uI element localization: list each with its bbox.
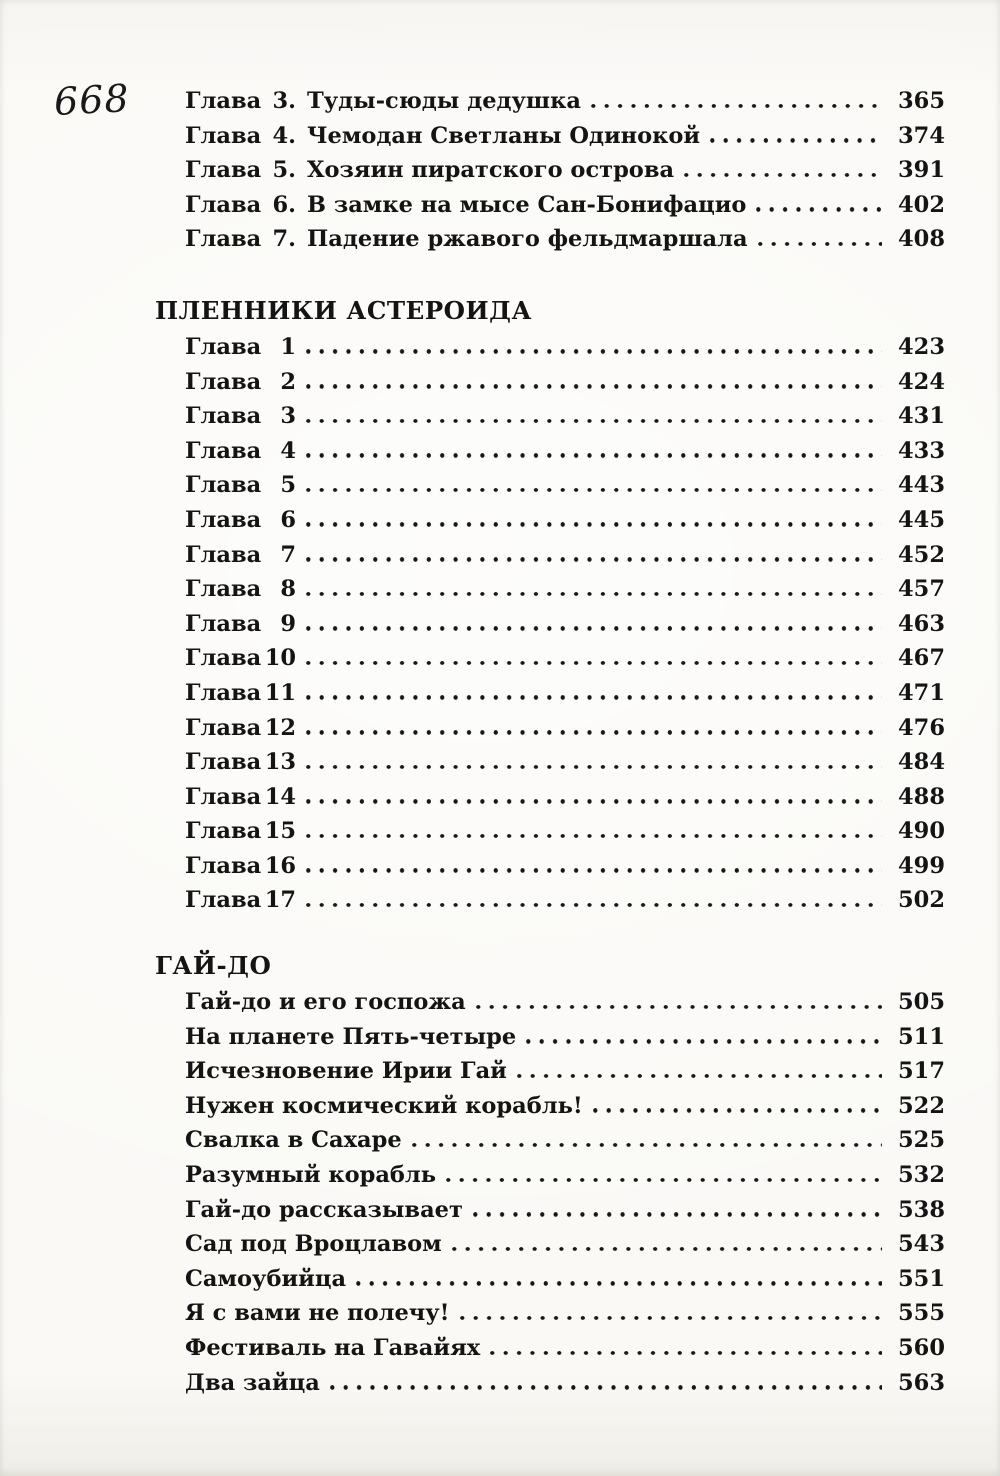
chapter-number: 10 [264, 645, 296, 672]
toc-entry [155, 607, 945, 642]
chapter-number: 13 [264, 749, 296, 776]
dot-leader [330, 1385, 882, 1390]
toc-entry [155, 641, 945, 676]
toc-entry [155, 1089, 945, 1124]
toc-entry [155, 1193, 945, 1228]
page-number: 484 [898, 749, 945, 776]
dot-leader [517, 1074, 882, 1079]
chapter-number: 1 [280, 333, 296, 360]
chapter-number: 2 [280, 368, 296, 395]
page-number: 365 [898, 88, 945, 114]
page-number: 490 [898, 818, 945, 845]
toc-entry [155, 1262, 945, 1297]
toc-entry [155, 468, 945, 503]
dot-leader [526, 1039, 882, 1044]
page-number: 391 [898, 157, 945, 184]
toc-section [155, 292, 945, 918]
page-number: 505 [898, 989, 945, 1016]
chapter-label: Глава [185, 506, 262, 533]
dot-leader [446, 1178, 882, 1183]
toc-entry [155, 399, 945, 434]
entry-title: Я с вами не полечу! [185, 1300, 450, 1327]
toc-entry [155, 188, 945, 223]
chapter-number: 9 [280, 610, 296, 637]
chapter-label: Глава [185, 852, 262, 879]
entry-title: В замке на мысе Сан-Бонифацио [307, 191, 747, 218]
toc-entry [155, 434, 945, 469]
chapter-label: Глава [185, 679, 262, 706]
toc-entry [155, 365, 945, 400]
page-number: 424 [898, 368, 945, 395]
dot-leader [593, 1108, 882, 1113]
toc-entry [155, 1158, 945, 1193]
toc-entry [155, 1054, 945, 1089]
toc-entry [155, 1331, 945, 1366]
toc-entry [155, 985, 945, 1020]
toc-entry [155, 849, 945, 884]
toc-entry [155, 153, 945, 188]
chapter-number: 14 [264, 783, 296, 810]
entry-title: Разумный корабль [185, 1162, 437, 1189]
page-number: 525 [898, 1127, 945, 1154]
page-number: 467 [898, 645, 945, 672]
toc-entry [155, 814, 945, 849]
page-number: 517 [898, 1058, 945, 1085]
page-number: 431 [898, 403, 945, 430]
chapter-number: 17 [264, 887, 296, 914]
section-entries [155, 985, 945, 1400]
chapter-number: 3. [272, 88, 296, 114]
section-title: ПЛЕННИКИ АСТЕРОИДА [155, 295, 532, 325]
page-number: 538 [898, 1196, 945, 1223]
dot-leader [591, 104, 882, 109]
dot-leader [356, 1281, 882, 1286]
dot-leader [306, 730, 882, 735]
toc-entry [155, 222, 945, 257]
toc-section [155, 84, 945, 257]
entry-title: Падение ржавого фельдмаршала [307, 226, 748, 253]
entry-title: Исчезновение Ирии Гай [185, 1058, 507, 1085]
toc-entry [155, 711, 945, 746]
section-title: ГАЙ-ДО [155, 951, 272, 981]
toc-entry [155, 883, 945, 918]
chapter-number: 4 [280, 437, 296, 464]
chapter-number: 12 [264, 714, 296, 741]
chapter-number: 6. [272, 191, 296, 218]
dot-leader [306, 453, 882, 458]
section-entries [155, 84, 945, 257]
toc-entry [155, 676, 945, 711]
chapter-label: Глава [185, 818, 262, 845]
chapter-label: Глава [185, 645, 262, 672]
dot-leader [306, 903, 882, 908]
dot-leader [473, 1212, 882, 1217]
page-number: 408 [898, 226, 945, 253]
dot-leader [306, 384, 882, 389]
dot-leader [476, 1005, 882, 1010]
chapter-number: 6 [280, 506, 296, 533]
page-number: 463 [898, 610, 945, 637]
toc-entry [155, 1227, 945, 1262]
chapter-label: Глава [185, 88, 262, 114]
entry-title: Самоубийца [185, 1265, 347, 1292]
dot-leader [684, 173, 882, 178]
dot-leader [306, 661, 882, 666]
page-number: 522 [898, 1092, 945, 1119]
dot-leader [460, 1316, 882, 1321]
toc-entry [155, 780, 945, 815]
page-number: 532 [898, 1162, 945, 1189]
dot-leader [306, 626, 882, 631]
chapter-number: 7 [280, 541, 296, 568]
chapter-label: Глава [185, 122, 262, 149]
entry-title: Нужен космический корабль! [185, 1092, 583, 1119]
chapter-number: 15 [264, 818, 296, 845]
entry-title: Свалка в Сахаре [185, 1127, 402, 1154]
page-number: 551 [898, 1265, 945, 1292]
chapter-label: Глава [185, 472, 262, 499]
page-number: 374 [898, 122, 945, 149]
page-number: 560 [898, 1335, 945, 1361]
dot-leader [452, 1247, 882, 1252]
page-number: 543 [898, 1231, 945, 1258]
page-number: 476 [898, 714, 945, 741]
chapter-label: Глава [185, 541, 262, 568]
page-number: 471 [898, 679, 945, 706]
dot-leader [710, 138, 882, 143]
entry-title: Гай-до и его госпожа [185, 989, 466, 1016]
chapter-label: Глава [185, 437, 262, 464]
chapter-label: Глава [185, 887, 262, 914]
dot-leader [306, 765, 882, 770]
page-number: 433 [898, 437, 945, 464]
chapter-label: Глава [185, 403, 262, 430]
dot-leader [756, 207, 882, 212]
dot-leader [758, 242, 882, 247]
chapter-number: 7. [272, 226, 296, 253]
chapter-number: 5. [272, 157, 296, 184]
chapter-label: Глава [185, 783, 262, 810]
entry-title: Хозяин пиратского острова [307, 157, 675, 184]
page-number: 488 [898, 783, 945, 810]
toc-entry [155, 119, 945, 154]
dot-leader [306, 834, 882, 839]
toc-entry [155, 1296, 945, 1331]
toc-entry [155, 572, 945, 607]
chapter-label: Глава [185, 226, 262, 253]
dot-leader [306, 799, 882, 804]
chapter-number: 3 [280, 403, 296, 430]
page-number: 511 [898, 1023, 945, 1050]
chapter-label: Глава [185, 333, 262, 360]
handwritten-page-number: 668 [52, 76, 131, 124]
chapter-number: 16 [264, 852, 296, 879]
dot-leader [490, 1351, 882, 1356]
dot-leader [306, 488, 882, 493]
chapter-label: Глава [185, 368, 262, 395]
page-number: 443 [898, 472, 945, 499]
page-number: 555 [898, 1300, 945, 1327]
entry-title: Туды-сюды дедушка [307, 88, 581, 114]
entry-title: Чемодан Светланы Одинокой [307, 122, 701, 149]
toc-entry [155, 330, 945, 365]
toc-entry [155, 1123, 945, 1158]
page-number: 445 [898, 506, 945, 533]
chapter-number: 11 [264, 679, 296, 706]
page-number: 457 [898, 576, 945, 603]
page-number: 502 [898, 887, 945, 914]
toc-section [155, 947, 945, 1400]
page-number: 563 [898, 1369, 945, 1396]
chapter-label: Глава [185, 191, 262, 218]
dot-leader [306, 522, 882, 527]
chapter-label: Глава [185, 610, 262, 637]
dot-leader [306, 557, 882, 562]
section-entries [155, 330, 945, 918]
chapter-label: Глава [185, 714, 262, 741]
chapter-number: 5 [280, 472, 296, 499]
page-number: 423 [898, 333, 945, 360]
toc-entry [155, 745, 945, 780]
entry-title: Сад под Вроцлавом [185, 1231, 442, 1258]
toc-entry [155, 503, 945, 538]
dot-leader [306, 868, 882, 873]
dot-leader [412, 1143, 882, 1148]
dot-leader [306, 592, 882, 597]
entry-title: Два зайца [185, 1369, 320, 1396]
chapter-number: 4. [272, 122, 296, 149]
dot-leader [306, 419, 882, 424]
table-of-contents [155, 84, 945, 1400]
chapter-label: Глава [185, 157, 262, 184]
toc-entry [155, 1366, 945, 1401]
entry-title: Гай-до рассказывает [185, 1196, 463, 1223]
dot-leader [306, 349, 882, 354]
page-number: 402 [898, 191, 945, 218]
chapter-label: Глава [185, 749, 262, 776]
entry-title: На планете Пять-четыре [185, 1023, 517, 1050]
chapter-label: Глава [185, 576, 262, 603]
entry-title: Фестиваль на Гавайях [185, 1335, 481, 1361]
toc-entry [155, 538, 945, 573]
toc-entry [155, 1020, 945, 1055]
dot-leader [306, 695, 882, 700]
chapter-number: 8 [280, 576, 296, 603]
page-number: 452 [898, 541, 945, 568]
page-number: 499 [898, 852, 945, 879]
toc-entry [155, 84, 945, 119]
